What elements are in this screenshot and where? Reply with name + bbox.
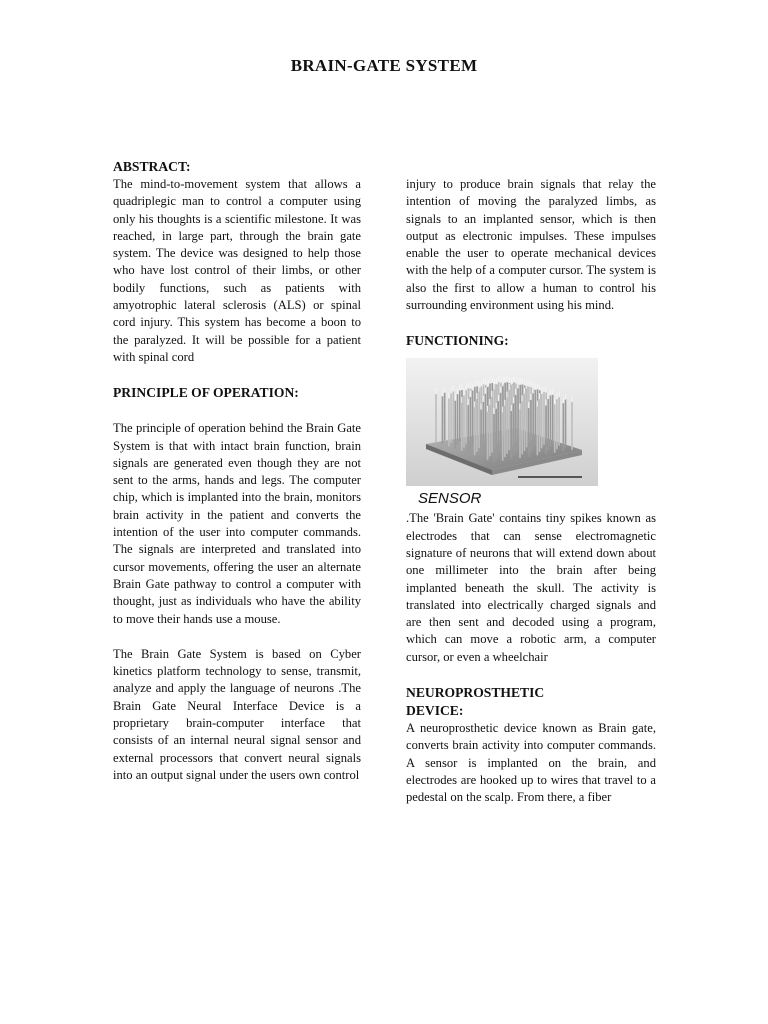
neuroprosthetic-heading [406,684,656,720]
neuroprosthetic-heading-line-1: NEUROPROSTHETIC [406,685,545,701]
neuroprosthetic-heading-line-2: DEVICE: [406,703,464,719]
abstract-heading: ABSTRACT: [113,159,191,174]
right-column [406,176,656,807]
principle-paragraph-2: The Brain Gate System is based on Cyber kinetics platform technology to sense, transmit, analyze and apply the language of neurons .The Brain Gate Neural Interface Device is a proprietary brain-computer interface that consists of an internal neural signal sensor and external processors that convert neural signals into an output signal under the users own control [113,646,361,782]
abstract-continuation: injury to produce brain signals that relay the intention of moving the paralyzed limbs, as signals to an implanted sensor, which is then output as electronic impulses. These impulses enable the user to operate mechanical devices with the help of a computer cursor. The system is also the first to allow a human to control his surrounding environment using his mind. [406,177,656,313]
principle-heading: PRINCIPLE OF OPERATION: [113,385,299,401]
left-column [113,158,361,784]
functioning-heading: FUNCTIONING: [406,333,509,349]
abstract-paragraph: The mind-to-movement system that allows a quadriplegic man to control a computer using only his thoughts is a scientific milestone. It was reached, in large part, through the brain gate system. The device was designed to help those who have lost control of their limbs, or other bodily functions, such as patients with amyotrophic lateral sclerosis (ALS) or spinal cord injury. This system has become a boon to the paralyzed. It will be possible for a patient with spinal cord [113,177,361,364]
sensor-image [406,358,598,486]
functioning-paragraph: .The 'Brain Gate' contains tiny spikes known as electrodes that can sense electromagnetic signature of neurons that will extend down about one millimeter into the brain after being implanted beneath the skull. The activity is translated into electrically charged signals and are then sent and decoded using a program, which can move a robotic arm, a computer cursor, or even a wheelchair [406,511,656,664]
figure-caption: SENSOR [418,490,482,508]
neuroprosthetic-paragraph: A neuroprosthetic device known as Brain gate, converts brain activity into computer commands. A sensor is implanted on the brain, and electrodes are hooked up to wires that travel to a pedestal on the scalp. From there, a fiber [406,721,656,805]
principle-paragraph-1: The principle of operation behind the Brain Gate System is that with intact brain function, brain signals are generated even though they are not sent to the arms, hands and legs. The computer chip, which is implanted into the brain, monitors brain activity in the patient and converts the intention of the user into computer commands. The signals are interpreted and translated into cursor movements, offering the user an alternate Brain Gate pathway to control a computer with thought, just as individuals who have the ability to move their hands use a mouse. [113,421,361,626]
page-title: BRAIN-GATE SYSTEM [290,56,478,75]
